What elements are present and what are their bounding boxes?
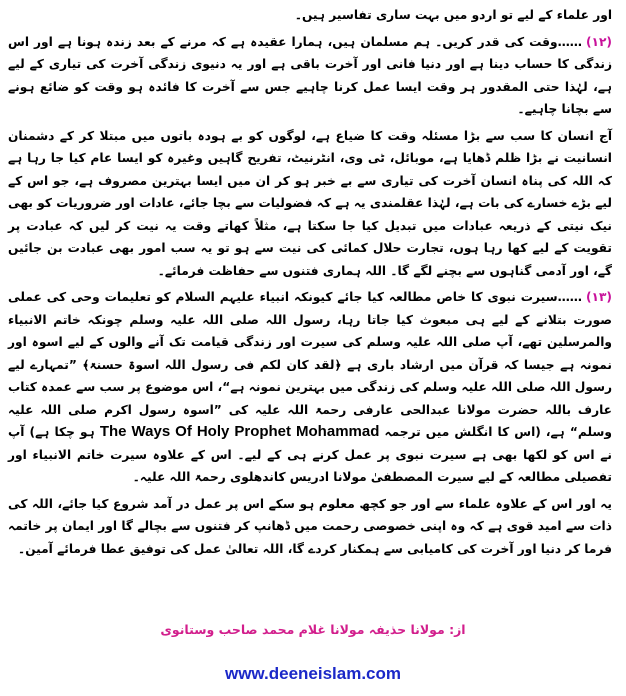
paragraph-12-continued (8, 125, 612, 283)
paragraph-13 (8, 286, 612, 489)
website-link[interactable]: www.deeneislam.com (224, 664, 402, 683)
paragraph-number: (۱۲) (585, 34, 612, 49)
paragraph-intro (8, 4, 612, 27)
paragraph-text: اور علماء کے لیے تو اردو میں بہت ساری تفاسیر ہیں۔ (294, 8, 612, 22)
paragraph-closing (8, 493, 612, 561)
paragraph-text: یہ اور اس کے علاوہ علماء سے اور جو کچھ معلوم ہو سکے اس پر عمل در آمد شروع کیا جائے، اللہ کی ذات سے امید قوی ہے کہ وہ اپنی خصوصی رحمت میں ڈھانپ کر فتنوں سے بچالے گا اور ایمان پر خاتمہ فرما کر دنیا اور آخرت کی کامیابی سے ہمکنار کردے گا، اللہ تعالیٰ عمل کی توفیق عطا فرمائے آمین۔ (8, 496, 612, 556)
document-page (8, 4, 612, 692)
paragraph-number: (۱۳) (585, 290, 612, 304)
english-book-title: The Ways Of Holy Prophet Mohammad (99, 423, 380, 440)
paragraph-12 (8, 31, 612, 121)
paragraph-text-after: ہو چکا ہے) آپ نے اس کو لکھا بھی ہے سیرت نبوی پر عمل کرنے ہی کے لیے۔ اس کے علاوہ سیرت خاتم الانبیاء اور تفصیلی مطالعہ کے لیے سیرت المصطفیٰ مولانا ادریس کاندھلوی رحمۃ اللہ علیہ۔ (8, 425, 612, 484)
paragraph-text: ……وقت کی قدر کریں۔ ہم مسلمان ہیں، ہمارا عقیدہ ہے کہ مرنے کے بعد زندہ ہونا ہے اور اس زندگی کا حساب دینا ہے اور دنیا فانی اور آخرت باقی ہے اور یہ دنیوی زندگی آخرت کی تیاری کے لیے ہے، لہٰذا حتی المقدور ہر وقت ایسا عمل کرنا چاہیے جس سے آخرت کا فائدہ ہو وقت کو ضائع ہونے سے بچانا چاہیے۔ (8, 34, 612, 116)
paragraph-text: ……سیرت نبوی کا خاص مطالعہ کیا جائے کیونکہ انبیاء علیہم السلام کو تعلیمات وحی کی عملی صورت بتلانے کے لیے ہی مبعوث کیا جاتا رہا، رسول اللہ صلی اللہ علیہ وسلم چونکہ خاتم الانبیاء والمرسلین تھے، آپ صلی اللہ علیہ وسلم کی سیرت اور زندگی قیامت تک آنے والوں کے لیے اسوہ اور نمونہ ہے جیسا کہ قرآن میں ارشاد باری ہے ﴿لقد کان لکم فی رسول اللہ اسوۃ حسنۃ﴾ ”تمہارے لیے رسول اللہ صلی اللہ علیہ وسلم کی زندگی میں بہترین نمونہ ہے“، اس موضوع پر سب سے عمدہ کتاب عارف باللہ حضرت مولانا عبدالحی عارفی رحمۃ اللہ علیہ کی ”اسوہ رسول اکرم صلی اللہ علیہ وسلم“ ہے، (اس کا انگلش میں ترجمہ (8, 290, 612, 439)
author-credit: از: مولانا حذیفہ مولانا غلام محمد صاحب وستانوی (160, 622, 466, 637)
paragraph-text: آج انسان کا سب سے بڑا مسئلہ وقت کا ضیاع ہے، لوگوں کو بے ہودہ باتوں میں مبتلا کر کے دشمنان انسانیت نے بڑا ظلم ڈھایا ہے، موبائل، ٹی وی، انٹرنیٹ، تفریح گاہیں وغیرہ کو ایسا عام کیا جا رہا ہے کہ اللہ کی پناہ انسان آخرت کی تیاری سے بے خبر ہو کر ان میں ایسا بہترین مصروف ہے، جو اس کے لیے بڑے خسارے کی بات ہے، لہٰذا عقلمندی یہ ہے کہ فضولیات سے بچا جائے، عادات اور ضروریات کو بھی نیک نیتی کے ذریعہ عبادات میں تبدیل کیا جا سکتا ہے، مثلاً کھاتے وقت یہ نیت کر لیں کہ عبادت پر تقویت کے لیے کھا رہا ہوں، تجارت حلال کمائی کی نیت سے ہو تو یہ سب امور بھی عبادت بن جائیں گے، اور آدمی گناہوں سے بچنے لگے گا۔ اللہ ہماری فتنوں سے حفاظت فرمائے۔ (8, 128, 612, 278)
